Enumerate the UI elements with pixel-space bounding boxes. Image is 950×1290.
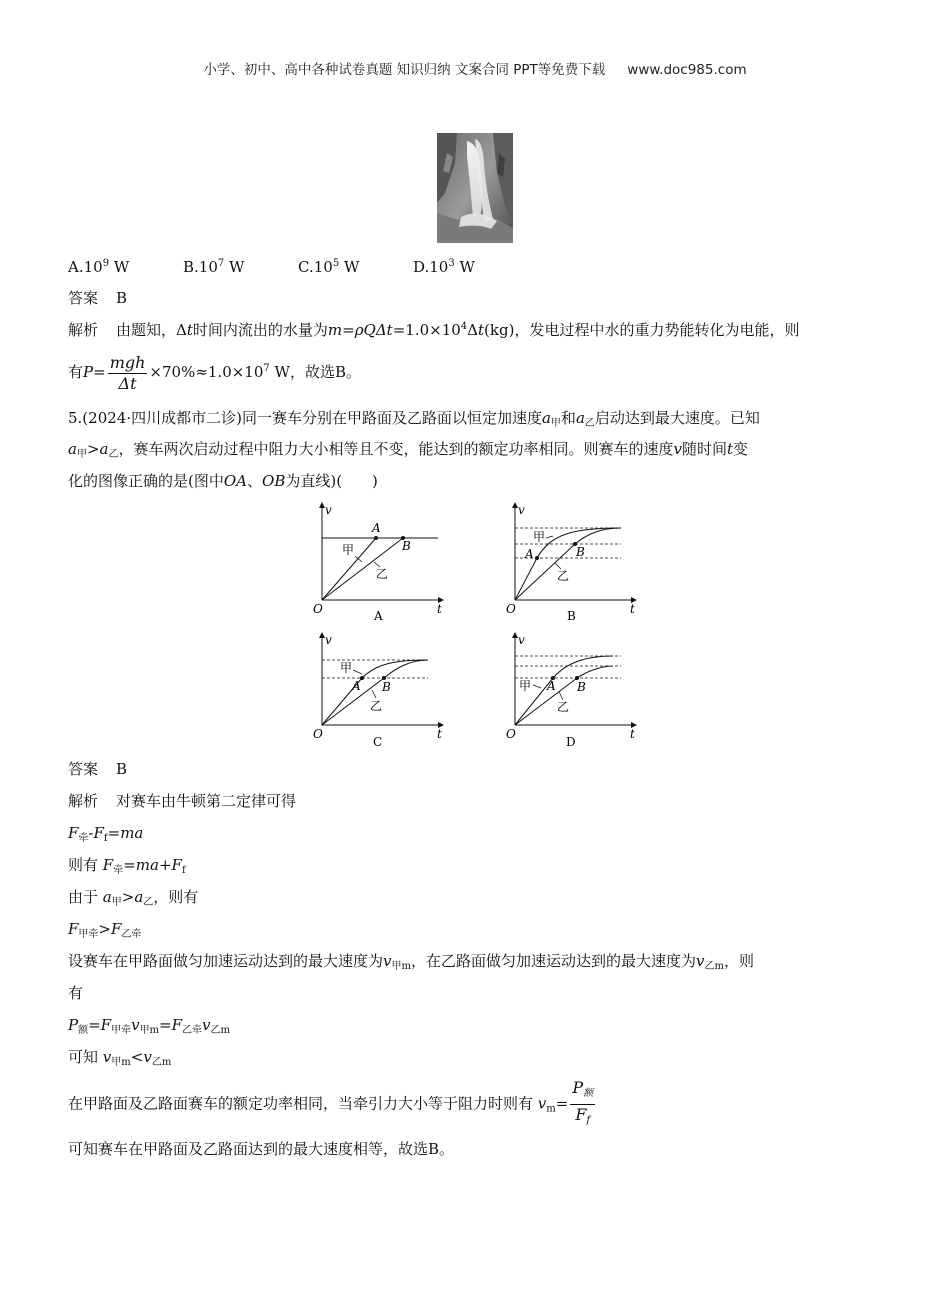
option-d[interactable] [413,256,528,278]
sub: 乙m [704,961,724,972]
text: 对赛车由牛顿第二定律可得 [116,792,297,810]
q5-analysis-line7 [68,982,83,1004]
q5-analysis-line1 [68,790,296,812]
curve-yi [322,660,428,725]
analysis-label: 解析 [68,792,99,810]
label-jia: 甲 [519,679,532,693]
option-c-text: C.10 [298,258,333,276]
line-ob [322,538,403,600]
answer-value: B [116,289,128,307]
sub: f [103,833,108,844]
text: a [134,888,144,906]
caption-d: D [566,735,576,749]
sub: 甲牵 [78,929,99,940]
option-a-text: A.10 [68,258,103,276]
label-o: O [506,602,516,616]
q5-analysis-line6 [68,950,754,978]
text: v [102,1048,112,1066]
text: F [102,856,114,874]
text: v [143,1048,152,1066]
text: 变 [733,440,749,458]
text: 化的图像正确的是(图中 [68,472,224,490]
label-t: t [437,602,442,616]
text: > [121,888,135,906]
text: (kg)，发电过程中水的重力势能转化为电能，则 [484,321,800,339]
q5-answer [68,758,127,780]
text: =1.0×10 [392,321,461,339]
sub: 甲m [139,1025,160,1036]
sub: 甲 [111,897,122,908]
label-o: O [506,727,516,741]
label-v: v [325,633,332,647]
sub: 额 [583,1088,594,1099]
option-c-unit: W [339,258,360,276]
text: 由题知， [116,321,177,339]
label-yi: 乙 [557,569,570,583]
text: t [186,321,193,339]
point-a [535,556,539,560]
text: W，故选B。 [269,363,361,381]
label-t: t [630,727,635,741]
option-c-exp: 5 [332,258,340,269]
text: 在甲路面及乙路面赛车的额定功率相同，当牵引力大小等于阻力时则有 [68,1094,534,1113]
sub: 甲m [391,961,411,972]
option-d-text: D.10 [413,258,449,276]
label-b: B [382,680,391,694]
label-yi: 乙 [370,699,383,713]
fraction-numerator [570,1078,595,1105]
q5-analysis-line2 [68,822,143,850]
q5-stem-line3 [68,470,378,492]
label-a: A [525,547,534,561]
sub: 牵 [113,865,124,876]
graph-option-b[interactable] [503,500,643,625]
caption-c: C [373,735,383,749]
sub: 额 [78,1025,89,1036]
vm-fraction [570,1078,595,1131]
label-t: t [630,602,635,616]
label-yi: 乙 [557,700,570,714]
text: < [130,1048,144,1066]
text: a [99,440,109,458]
text: F [575,1105,587,1124]
answer-label: 答案 [68,289,99,307]
curve-jia [322,660,428,725]
text: =ma+F [123,856,182,874]
label-jia: 甲 [342,543,355,557]
graph-option-c[interactable] [310,630,450,755]
q4-analysis-line1 [68,319,799,341]
q4-answer [68,287,127,309]
option-a-unit: W [109,258,130,276]
text: 则有 [68,856,99,874]
text: ×70%≈1.0×10 [149,363,264,381]
text: =F [159,1016,183,1034]
text: > [86,440,100,458]
leader-jia [546,536,553,538]
option-b[interactable] [183,256,298,278]
text: v [383,952,392,970]
answer-value: B [116,760,128,778]
label-b: B [402,539,411,553]
power-fraction [108,353,148,394]
page-header [0,58,950,78]
label-b: B [576,545,585,559]
sub: 乙 [108,449,119,460]
text: 由于 [68,888,99,906]
text: 有 [68,984,84,1002]
leader-jia [533,685,541,688]
sub: 甲牵 [111,1025,132,1036]
text: ，则有 [153,888,199,906]
text: 启动达到最大速度。已知 [594,409,760,427]
label-a: A [352,679,361,693]
leader-yi [559,692,563,700]
leader-yi [372,690,376,698]
text: v [131,1016,140,1034]
option-c[interactable] [298,256,413,278]
q5-analysis-line5 [68,918,141,946]
sub: 乙m [210,1025,230,1036]
label-jia: 甲 [340,661,353,675]
text: t [727,440,734,458]
text: a [575,409,585,427]
label-v: v [518,633,525,647]
q5-analysis-line10 [68,1078,597,1134]
label-o: O [313,602,323,616]
sub: 乙 [143,897,154,908]
q5-analysis-line3 [68,854,186,882]
text: P [572,1078,584,1097]
text: v [673,440,682,458]
caption-b: B [567,609,576,623]
option-b-text: B.10 [183,258,218,276]
text: a [102,888,112,906]
label-v: v [325,503,332,517]
q5-analysis-line9 [68,1046,171,1074]
q5-stem-line2 [68,438,748,466]
text: OA [223,472,247,490]
text: 5.(2024·四川成都市二诊)同一赛车分别在甲路面及乙路面以恒定加速度 [68,409,542,427]
leader-jia [353,670,362,674]
exp: 7 [263,363,270,374]
option-b-exp: 7 [217,258,225,269]
text: Δ [176,321,187,339]
exp: 4 [460,321,468,332]
curve-yi [515,666,613,725]
sub: f [181,865,186,876]
label-t: t [437,727,442,741]
label-v: v [518,503,525,517]
q5-analysis-line4 [68,886,198,914]
text: t [478,321,485,339]
sub: 乙牵 [121,929,142,940]
label-a: A [547,679,556,693]
option-a[interactable] [68,256,183,278]
graph-option-a[interactable] [310,500,450,625]
sub: f [586,1115,591,1126]
point-a [374,536,378,540]
text: 、 [247,472,263,490]
text: a [541,409,551,427]
text: a [68,440,77,458]
label-o: O [313,727,323,741]
text: 随时间 [681,440,727,458]
text: OB [262,472,286,490]
fraction-denominator [570,1105,595,1131]
label-b: B [577,680,586,694]
text: 和 [560,409,576,427]
text: 有 [68,363,84,381]
sub: 牵 [78,833,89,844]
label-a: A [372,521,381,535]
text: =F [88,1016,112,1034]
waterfall-photo [437,133,513,243]
text: ，赛车两次启动过程中阻力大小相等且不变，能达到的额定功率相同。则赛车的速度 [118,440,674,458]
text: 可知赛车在甲路面及乙路面达到的最大速度相等，故选B。 [68,1140,455,1158]
q5-stem-line1 [68,407,760,435]
sub: 甲m [111,1057,131,1068]
sub: 乙牵 [182,1025,203,1036]
text: 时间内流出的水量为 [192,321,328,339]
answer-label: 答案 [68,760,99,778]
q4-analysis-line2 [68,350,361,394]
text: v [696,952,705,970]
option-d-exp: 3 [448,258,455,269]
header-text: 小学、初中、高中各种试卷真题 知识归纳 文案合同 PPT等免费下载 [203,62,606,78]
q5-analysis-line11 [68,1138,454,1160]
sub: 甲 [76,449,87,460]
text: = [555,1094,569,1113]
label-yi: 乙 [376,567,389,581]
text: = [93,363,106,381]
sub: 乙m [151,1057,172,1068]
caption-a: A [374,609,383,623]
analysis-label: 解析 [68,321,99,339]
text: v [202,1016,211,1034]
graph-option-d[interactable] [503,630,643,755]
text: v [537,1094,547,1113]
text: > [98,920,111,938]
fraction-denominator: Δt [118,373,137,393]
text: =ma [107,824,144,842]
sub: 甲 [550,418,561,429]
curve-yi [515,528,621,600]
text: F [68,824,79,842]
text: F [111,920,122,938]
text: 可知 [68,1048,99,1066]
text: 为直线)( ) [285,472,378,490]
text: - [88,824,94,842]
curve-jia [515,528,621,600]
q5-analysis-line8 [68,1014,230,1042]
option-d-unit: W [454,258,475,276]
option-a-exp: 9 [102,258,110,269]
formula: m=ρQΔt [327,321,393,339]
text: P [68,1016,79,1034]
label-jia: 甲 [533,530,546,544]
text: F [68,920,79,938]
sub: m [546,1103,556,1115]
sub: 乙 [584,418,595,429]
text: F [93,824,104,842]
text: Δ [467,321,479,339]
text: ，则 [723,952,754,970]
fraction-numerator: mgh [109,352,146,372]
text: P [83,363,94,381]
q4-options [68,256,528,278]
text: ，在乙路面做匀加速运动达到的最大速度为 [410,952,696,970]
option-b-unit: W [224,258,245,276]
text: 设赛车在甲路面做匀加速运动达到的最大速度为 [68,952,384,970]
header-url[interactable]: www.doc985.com [627,62,747,78]
